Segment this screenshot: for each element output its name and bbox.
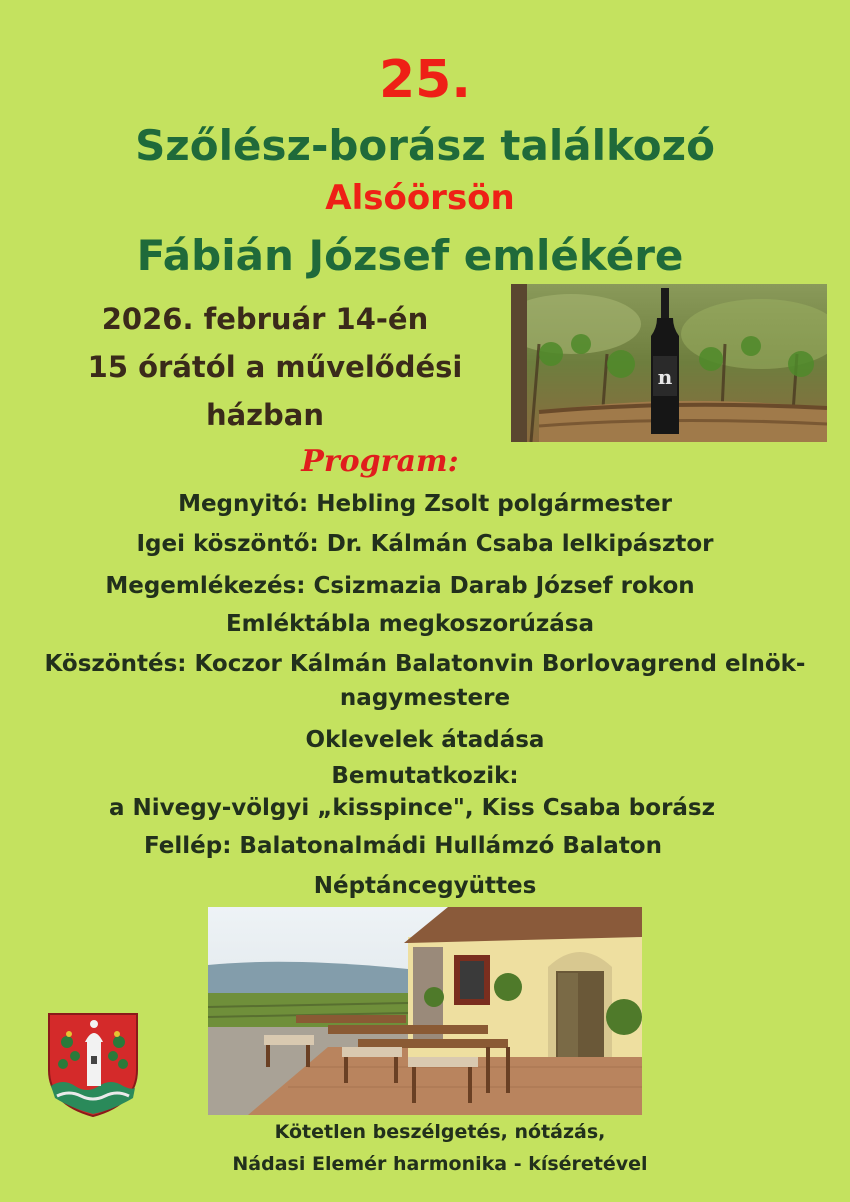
program-item: Fellép: Balatonalmádi Hullámzó Balaton	[144, 833, 662, 859]
event-venue: házban	[205, 398, 325, 432]
program-item: Köszöntés: Koczor Kálmán Balatonvin Borlovagrend elnök-	[44, 651, 806, 677]
program-heading: Program:	[301, 444, 459, 479]
event-memorial: Fábián József emlékére	[136, 231, 684, 280]
program-item: Néptáncegyüttes	[313, 873, 537, 899]
svg-text:n: n	[657, 365, 673, 389]
event-date: 2026. február 14-én	[101, 302, 429, 336]
event-number: 25.	[378, 50, 472, 110]
program-item: a Nivegy-völgyi „kisspince", Kiss Csaba borász	[108, 795, 716, 821]
program-item: Igei köszöntő: Dr. Kálmán Csaba lelkipásztor	[136, 531, 714, 557]
footer-line-1: Kötetlen beszélgetés, nótázás,	[274, 1121, 606, 1143]
event-title: Szőlész-borász találkozó	[135, 121, 715, 170]
event-place: Alsóörsön	[325, 178, 515, 218]
program-item: Oklevelek átadása	[305, 727, 545, 753]
footer-line-2: Nádasi Elemér harmonika - kíséretével	[232, 1153, 648, 1175]
program-item: Megemlékezés: Csizmazia Darab József rokon	[105, 573, 695, 599]
event-time: 15 órától a művelődési	[87, 350, 463, 384]
wine-bottle-photo	[511, 284, 827, 442]
program-item: Emléktábla megkoszorúzása	[225, 611, 595, 637]
wine-cellar-photo	[208, 907, 642, 1115]
program-item: nagymestere	[339, 685, 511, 711]
program-item: Bemutatkozik:	[331, 763, 519, 789]
program-item: Megnyitó: Hebling Zsolt polgármester	[178, 491, 672, 517]
coat-of-arms-icon	[47, 1012, 139, 1118]
